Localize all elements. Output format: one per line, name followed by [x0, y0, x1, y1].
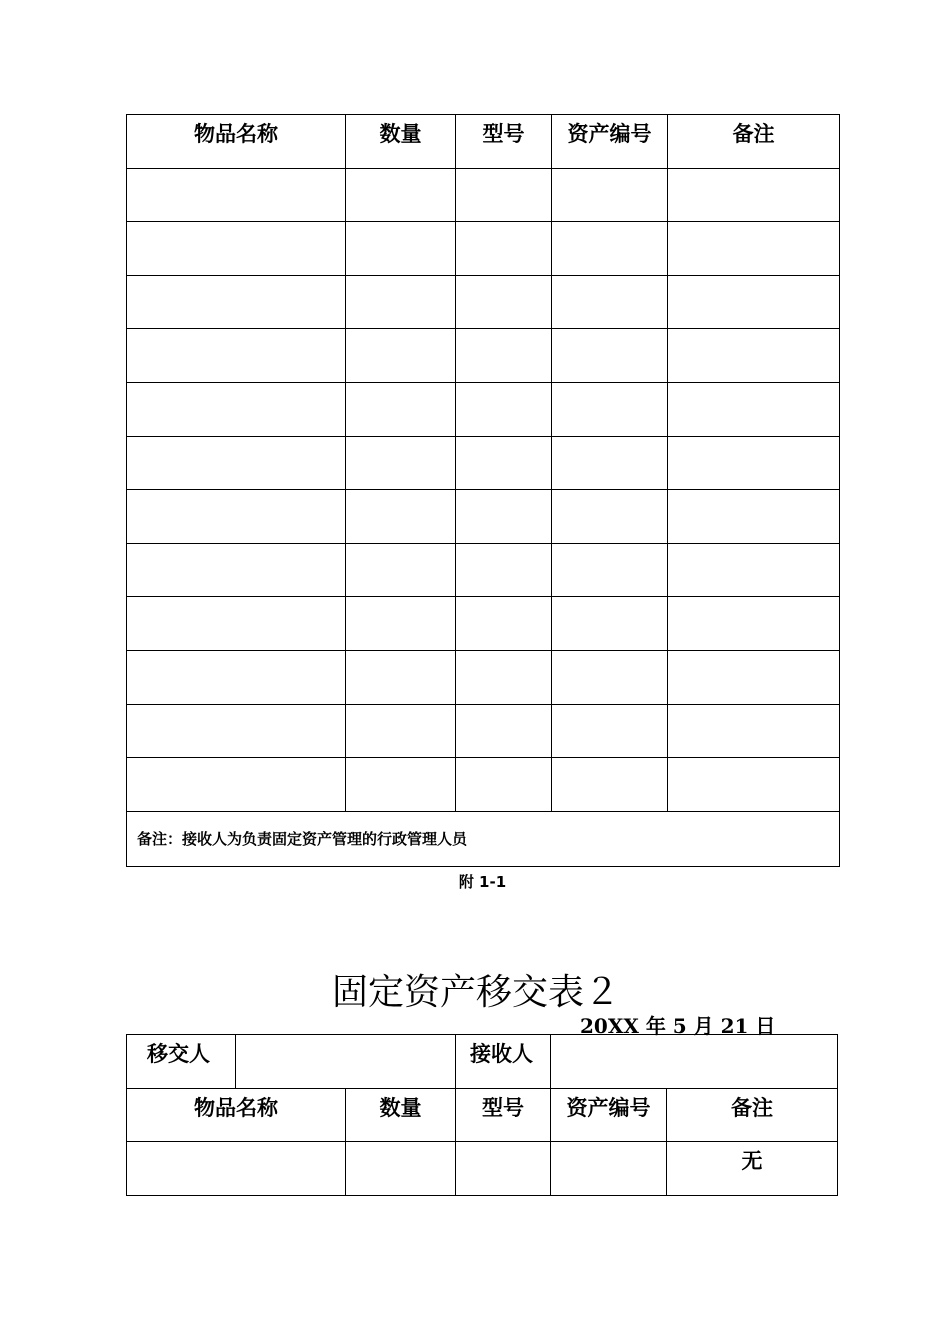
header-model: 型号: [456, 1088, 551, 1142]
header-remarks: 备注: [668, 115, 840, 169]
cell-model[interactable]: [456, 168, 552, 222]
cell-remarks[interactable]: [668, 436, 840, 490]
header-asset-number: 资产编号: [551, 1088, 667, 1142]
cell-asset-number[interactable]: [552, 329, 668, 383]
cell-asset-number[interactable]: [552, 758, 668, 812]
cell-quantity[interactable]: [346, 329, 456, 383]
header-asset-number: 资产编号: [552, 115, 668, 169]
table-row: [127, 275, 840, 329]
cell-remarks[interactable]: [668, 650, 840, 704]
page-title: 固定资产移交表２: [331, 972, 620, 1013]
table-row: [127, 168, 840, 222]
cell-remarks[interactable]: [668, 758, 840, 812]
header-model: 型号: [456, 115, 552, 169]
cell-quantity[interactable]: [346, 490, 456, 544]
table-row: [127, 382, 840, 436]
cell-remarks[interactable]: [668, 597, 840, 651]
cell-item-name[interactable]: [127, 329, 346, 383]
cell-model[interactable]: [456, 490, 552, 544]
cell-asset-number[interactable]: [552, 168, 668, 222]
table-row: [127, 543, 840, 597]
cell-quantity[interactable]: [346, 650, 456, 704]
cell-remarks[interactable]: [668, 329, 840, 383]
transferor-field[interactable]: [236, 1035, 456, 1089]
cell-item-name[interactable]: [127, 222, 346, 276]
cell-asset-number[interactable]: [552, 490, 668, 544]
cell-asset-number[interactable]: [552, 436, 668, 490]
asset-list-body: [127, 115, 840, 867]
cell-quantity[interactable]: [346, 382, 456, 436]
table-row: [127, 222, 840, 276]
table-row: [127, 490, 840, 544]
table-row: [127, 1142, 838, 1196]
cell-quantity[interactable]: [346, 758, 456, 812]
transfer-parties-row: [127, 1035, 838, 1089]
cell-remarks[interactable]: 无: [667, 1142, 838, 1196]
cell-model[interactable]: [456, 650, 552, 704]
cell-quantity[interactable]: [346, 275, 456, 329]
appendix-caption: 附 1-1: [458, 873, 507, 891]
cell-quantity[interactable]: [346, 1142, 456, 1196]
table-row: [127, 329, 840, 383]
cell-model[interactable]: [456, 222, 552, 276]
cell-remarks[interactable]: [668, 543, 840, 597]
cell-remarks[interactable]: [668, 490, 840, 544]
cell-asset-number[interactable]: [552, 382, 668, 436]
cell-remarks[interactable]: [668, 704, 840, 758]
receiver-label: 接收人: [456, 1035, 551, 1089]
header-item-name: 物品名称: [127, 115, 346, 169]
cell-item-name[interactable]: [127, 758, 346, 812]
cell-quantity[interactable]: [346, 597, 456, 651]
cell-asset-number[interactable]: [552, 275, 668, 329]
cell-item-name[interactable]: [127, 168, 346, 222]
cell-asset-number[interactable]: [552, 543, 668, 597]
cell-item-name[interactable]: [127, 650, 346, 704]
note-row: [127, 811, 840, 866]
form-date: 20XX 年 5 月 21 日: [580, 1014, 776, 1038]
cell-remarks[interactable]: [668, 168, 840, 222]
cell-quantity[interactable]: [346, 436, 456, 490]
table-row: [127, 436, 840, 490]
table-header-row: [127, 115, 840, 169]
cell-model[interactable]: [456, 436, 552, 490]
cell-quantity[interactable]: [346, 222, 456, 276]
cell-item-name[interactable]: [127, 704, 346, 758]
receiver-field[interactable]: [551, 1035, 838, 1089]
table-row: [127, 704, 840, 758]
cell-item-name[interactable]: [127, 543, 346, 597]
table-row: [127, 758, 840, 812]
cell-item-name[interactable]: [127, 490, 346, 544]
header-item-name: 物品名称: [127, 1088, 346, 1142]
cell-model[interactable]: [456, 758, 552, 812]
cell-asset-number[interactable]: [551, 1142, 667, 1196]
transfer-form-table: [126, 1034, 838, 1196]
cell-model[interactable]: [456, 275, 552, 329]
cell-model[interactable]: [456, 597, 552, 651]
header-quantity: 数量: [346, 115, 456, 169]
header-quantity: 数量: [346, 1088, 456, 1142]
cell-item-name[interactable]: [127, 382, 346, 436]
cell-model[interactable]: [456, 329, 552, 383]
cell-model[interactable]: [456, 1142, 551, 1196]
cell-asset-number[interactable]: [552, 222, 668, 276]
cell-remarks[interactable]: [668, 275, 840, 329]
cell-asset-number[interactable]: [552, 650, 668, 704]
table-header-row: [127, 1088, 838, 1142]
cell-remarks[interactable]: [668, 222, 840, 276]
note-text: 备注：接收人为负责固定资产管理的行政管理人员: [127, 811, 840, 866]
table-row: [127, 597, 840, 651]
cell-item-name[interactable]: [127, 436, 346, 490]
transferor-label: 移交人: [127, 1035, 236, 1089]
cell-item-name[interactable]: [127, 597, 346, 651]
cell-item-name[interactable]: [127, 275, 346, 329]
cell-quantity[interactable]: [346, 168, 456, 222]
cell-asset-number[interactable]: [552, 597, 668, 651]
cell-model[interactable]: [456, 704, 552, 758]
cell-model[interactable]: [456, 543, 552, 597]
header-remarks: 备注: [667, 1088, 838, 1142]
cell-remarks[interactable]: [668, 382, 840, 436]
cell-quantity[interactable]: [346, 704, 456, 758]
cell-quantity[interactable]: [346, 543, 456, 597]
cell-asset-number[interactable]: [552, 704, 668, 758]
cell-item-name[interactable]: [127, 1142, 346, 1196]
cell-model[interactable]: [456, 382, 552, 436]
table-row: [127, 650, 840, 704]
asset-list-table: [126, 114, 840, 867]
